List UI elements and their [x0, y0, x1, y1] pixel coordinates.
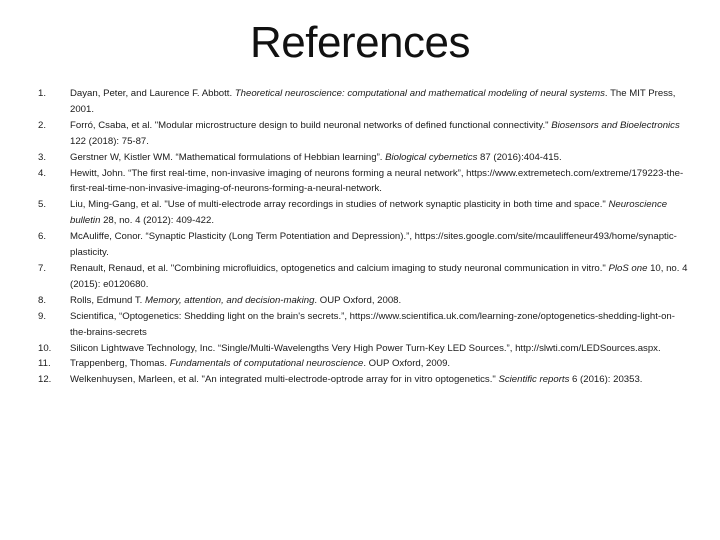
reference-italic-title: Memory, attention, and decision-making — [145, 294, 315, 306]
reference-text-part: Welkenhuysen, Marleen, et al. "An integrated multi-electrode-optrode array for in vitro optogenetics." — [70, 374, 499, 386]
reference-text-part: Scientifica, “Optogenetics: Shedding light on the brain's secrets.”, https://www.scientifica.uk.com/learning-zone/optogenetics-shedding-light-on-the-brains-secrets — [70, 310, 675, 338]
reference-text-part: 28, no. 4 (2012): 409-422. — [100, 215, 215, 227]
reference-text-part: Gerstner W, Kistler WM. “Mathematical formulations of Hebbian learning”. — [70, 151, 386, 163]
reference-item — [38, 309, 688, 341]
reference-italic-title: Scientific reports — [498, 374, 570, 386]
reference-number: 3. — [38, 151, 47, 163]
reference-text — [70, 150, 688, 166]
reference-italic-title: Neuroscience bulletin — [70, 199, 668, 227]
reference-text-part: 122 (2018): 75-87. — [70, 135, 149, 147]
reference-text-part: Renault, Renaud, et al. "Combining microfluidics, optogenetics and calcium imaging to study neuronal communication in vitro." — [70, 262, 609, 274]
reference-item — [38, 261, 688, 293]
reference-number: 5. — [38, 199, 47, 211]
reference-list — [38, 86, 688, 388]
reference-text-part: . OUP Oxford, 2009. — [363, 358, 451, 370]
reference-italic-title: Fundamentals of computational neuroscience — [169, 358, 364, 370]
reference-item — [38, 166, 688, 198]
reference-item — [38, 293, 688, 309]
reference-italic-title: Theoretical neuroscience: computational and mathematical modeling of neural systems — [234, 88, 605, 99]
reference-number: 4. — [38, 167, 47, 179]
reference-text-part: Hewitt, John. “The first real-time, non-invasive imaging of neurons forming a neural network”, https://www.extremetech.com/extreme/179223-the-first-real-time-non-invasive-imaging-of-neurons-forming-a-neural-network. — [70, 167, 684, 195]
reference-text-part: . OUP Oxford, 2008. — [314, 294, 402, 306]
reference-number: 8. — [38, 294, 47, 306]
reference-text — [70, 197, 688, 229]
reference-text — [70, 166, 688, 198]
reference-item — [38, 229, 688, 261]
reference-item — [38, 372, 688, 388]
reference-text — [70, 356, 688, 372]
reference-italic-title: Biological cybernetics — [385, 151, 478, 163]
reference-item — [38, 118, 688, 150]
reference-number: 9. — [38, 310, 47, 322]
reference-number: 6. — [38, 231, 47, 243]
reference-number: 12. — [38, 374, 52, 386]
reference-number: 1. — [38, 88, 47, 99]
reference-item — [38, 150, 688, 166]
reference-text — [70, 261, 688, 293]
reference-number: 7. — [38, 262, 47, 274]
reference-text-part: 87 (2016):404-415. — [477, 151, 562, 163]
reference-text-part: Liu, Ming-Gang, et al. "Use of multi-electrode array recordings in studies of network synaptic plasticity in both time and space." — [70, 199, 609, 211]
reference-text — [70, 293, 688, 309]
reference-text-part: Silicon Lightwave Technology, Inc. “Single/Multi-Wavelengths Very High Power Turn-Key LED Sources.”, http://slwti.com/LEDSources.aspx. — [70, 342, 661, 354]
reference-item — [38, 197, 688, 229]
reference-text-part: . The MIT Press, 2001. — [70, 88, 676, 115]
reference-text — [70, 86, 688, 118]
page-title: References — [249, 18, 470, 67]
reference-text — [70, 309, 688, 341]
reference-text-part: 6 (2016): 20353. — [569, 374, 643, 386]
reference-number: 2. — [38, 119, 47, 131]
reference-text-part: Trappenberg, Thomas. — [70, 358, 170, 370]
reference-text — [70, 372, 688, 388]
reference-number: 10. — [38, 342, 52, 354]
reference-text-part: McAuliffe, Conor. “Synaptic Plasticity (Long Term Potentiation and Depression).”, https://sites.google.com/site/mcauliffeneur493/home/synaptic-plasticity. — [70, 231, 677, 259]
reference-text-part: Dayan, Peter, and Laurence F. Abbott. — [70, 88, 235, 99]
reference-text — [70, 341, 688, 357]
reference-italic-title: Biosensors and Bioelectronics — [551, 119, 680, 131]
reference-text-part: Rolls, Edmund T. — [70, 294, 146, 306]
reference-text-part: Forró, Csaba, et al. "Modular microstructure design to build neuronal networks of defined functional connectivity." — [70, 119, 552, 131]
reference-text — [70, 229, 688, 261]
reference-item — [38, 356, 688, 372]
reference-item — [38, 341, 688, 357]
reference-number: 11. — [38, 358, 51, 370]
reference-italic-title: PloS one — [608, 262, 648, 274]
reference-text-part: 10, no. 4 (2015): e0120680. — [70, 262, 688, 290]
reference-item — [38, 86, 688, 118]
reference-text — [70, 118, 688, 150]
